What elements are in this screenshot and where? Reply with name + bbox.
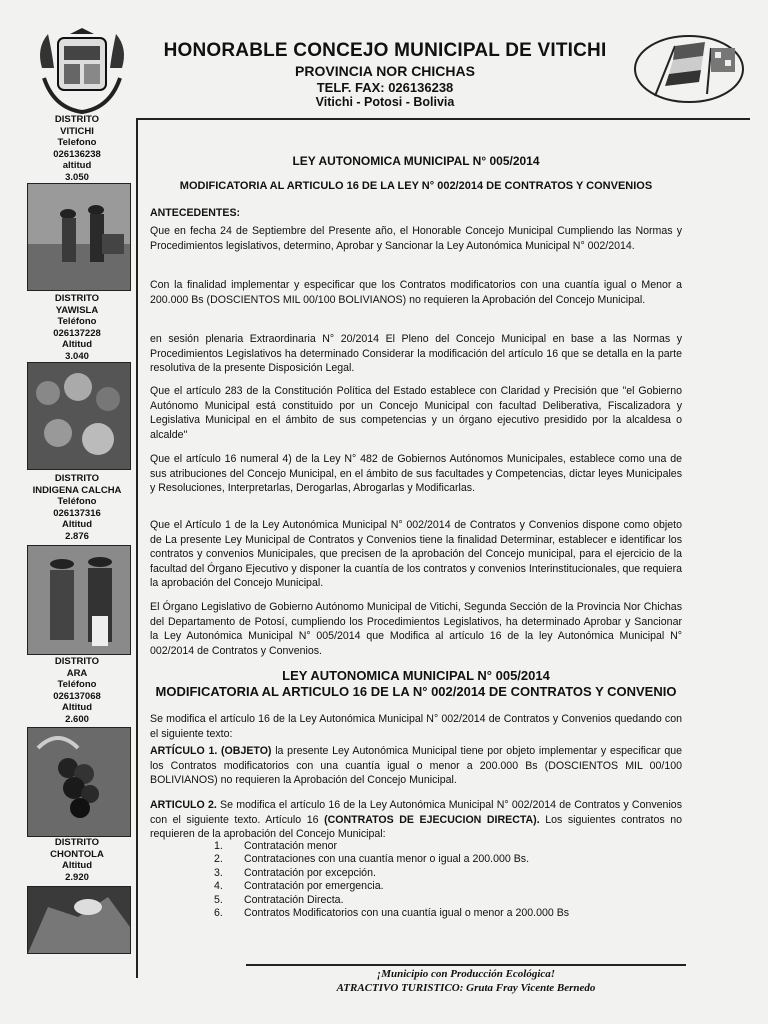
paragraph-7: El Órgano Legislativo de Gobierno Autónomo Municipal de Vitichi, Segunda Sección de la Provincia Nor Chichas del Departamento de Potosí, cumpliendo los Procedimientos Legislativos, ha determinado Aprobar y Sancionar la Ley Autonómica Municipal N° 005/2014 que Modifica al artículo 16 de la ley Autonómica Municipal N° 002/2014 de Contratos y Convenios. (150, 601, 682, 657)
photo-traditional-dress (27, 545, 131, 655)
paragraph-2: Con la finalidad implementar y especificar que los Contratos modificatorios con una cuantía igual o Menor a 200.000 Bs (DOSCIENTOS MIL 00/100 BOLIVIANOS) no requieren la Aprobación del Concejo Municipal. (150, 279, 682, 306)
list-item: 5. Contratación Directa. (214, 893, 344, 906)
paragraph-3: en sesión plenaria Extraordinaria N° 20/2014 El Pleno del Concejo Municipal en base a las Normas y Procedimientos Legislativos ha determinado Considerar la modificación del artículo 16 que se detalla en la parte resolutiva de la presente Disposición Legal. (150, 333, 682, 375)
list-item: 6. Contratos Modificatorios con una cuantía igual o menor a 200.000 Bs (214, 907, 570, 920)
paragraph-8: Se modifica el artículo 16 de la Ley Autonómica Municipal N° 002/2014 de Contratos y Convenios quedando con el siguiente texto: (150, 713, 682, 740)
municipal-crest-logo (34, 28, 130, 114)
council-title: HONORABLE CONCEJO MUNICIPAL DE VITICHI (163, 40, 607, 61)
article-1-label: ARTÍCULO 1. (OBJETO) (150, 745, 272, 757)
list-item: 2. Contrataciones con una cuantía menor o igual a 200.000 Bs. (214, 853, 530, 866)
article-2-label: ARTICULO 2. (150, 799, 217, 811)
article-2: ARTICULO 2. Se modifica el artículo 16 de la Ley Autonómica Municipal N° 002/2014 de Contratos y Convenios con el siguiente texto. Artículo 16 (CONTRATOS DE EJECUCION DIRECTA). Los siguientes contratos no requieren de la aprobación del Concejo Municipal: (150, 799, 682, 841)
list-item: 3. Contratación por excepción. (214, 866, 376, 879)
location: Vitichi - Potosi - Bolivia (315, 95, 455, 109)
list-item: 4. Contratación por emergencia. (214, 880, 384, 893)
paragraph-6: Que el Artículo 1 de la Ley Autonómica Municipal N° 002/2014 de Contratos y Convenios dispone como objeto de La presente Ley Municipal de Contratos y Convenios tiene la finalidad Determinar, establecer e identificar los contratos y convenios Municipales, que precisen de la aprobación del Concejo municipal, para el ejercicio de la facultad del Órgano Ejecutivo y disponer la cuantía de los contratos y convenios Interinstitucionales, que requiera la aprobación del Concejo Municipal. (150, 519, 682, 590)
antecedentes-heading: ANTECEDENTES: (150, 207, 241, 219)
paragraph-4: Que el artículo 283 de la Constitución Política del Estado establece con Claridad y Precisión que "el Gobierno Autónomo Municipal está constituido por un Concejo Municipal con facultad Deliberativa, Fiscalizadora y Legislativa Municipal en el ámbito de sus competencias y un órgano ejecutivo presidido por la alcaldesa o alcalde" (150, 385, 682, 441)
district-vitichi: DISTRITO VITICHI Telefono 026136238 altitud 3.050 (53, 114, 101, 183)
paragraph-5: Que el artículo 16 numeral 4) de la Ley N° 482 de Gobiernos Autónomos Municipales, establece como una de sus atribuciones del Concejo Municipal, en el ámbito de sus facultades y Competencias, dictar leyes Municipales y Resoluciones, Interpretarlas, Derogarlas, Abrogarlas y Modificarlas. (150, 453, 682, 495)
header-divider (136, 118, 750, 120)
paragraph-1: Que en fecha 24 de Septiembre del Presente año, el Honorable Concejo Municipal Cumpliendo las Normas y Procedimientos legislativos, determino, Aprobar y Sancionar la Ley Autonómica Municipal N° 002/2014. (150, 225, 682, 252)
province-name: PROVINCIA NOR CHICHAS (295, 63, 475, 79)
law-title-2: LEY AUTONOMICA MUNICIPAL N° 005/2014 (282, 668, 550, 683)
district-indigena-calcha: DISTRITO INDIGENA CALCHA Teléfono 026137316 Altitud 2.876 (32, 473, 122, 542)
district-yawisla: DISTRITO YAWISLA Teléfono 026137228 Altitud 3.040 (53, 293, 101, 362)
law-title: LEY AUTONOMICA MUNICIPAL N° 005/2014 (292, 154, 540, 168)
district-chontola: DISTRITO CHONTOLA Altitud 2.920 (50, 837, 104, 883)
flags-emblem (633, 34, 745, 104)
photo-people-with-llama (27, 183, 131, 291)
photo-cave-scene (27, 886, 131, 954)
contract-list (214, 840, 634, 920)
photo-grapes (27, 727, 131, 837)
article-1: ARTÍCULO 1. (OBJETO) la presente Ley Autonómica Municipal tiene por objeto implementar y especificar que los Contratos modificatorios con una cuantía igual o menor a 200.000 Bs (DOSCIENTOS MIL 00/100 BOLIVIANOS) no requieren la Aprobación del Concejo Municipal. (150, 745, 682, 787)
district-ara: DISTRITO ARA Teléfono 026137068 Altitud 2.600 (53, 656, 101, 725)
footer-divider (246, 964, 686, 966)
list-item: 1. Contratación menor (214, 840, 338, 852)
footer-attraction: ATRACTIVO TURISTICO: Gruta Fray Vicente Bernedo (336, 982, 596, 994)
law-subtitle: MODIFICATORIA AL ARTICULO 16 DE LA LEY N° 002/2014 DE CONTRATOS Y CONVENIOS (179, 180, 653, 192)
law-subtitle-2: MODIFICATORIA AL ARTICULO 16 DE LA N° 002/2014 DE CONTRATOS Y CONVENIO (155, 684, 677, 699)
footer-slogan: ¡Municipio con Producción Ecológica! (376, 968, 556, 980)
sidebar-divider (136, 118, 138, 978)
phone-fax: TELF. FAX: 026136238 (316, 80, 454, 95)
photo-market-produce (27, 362, 131, 470)
